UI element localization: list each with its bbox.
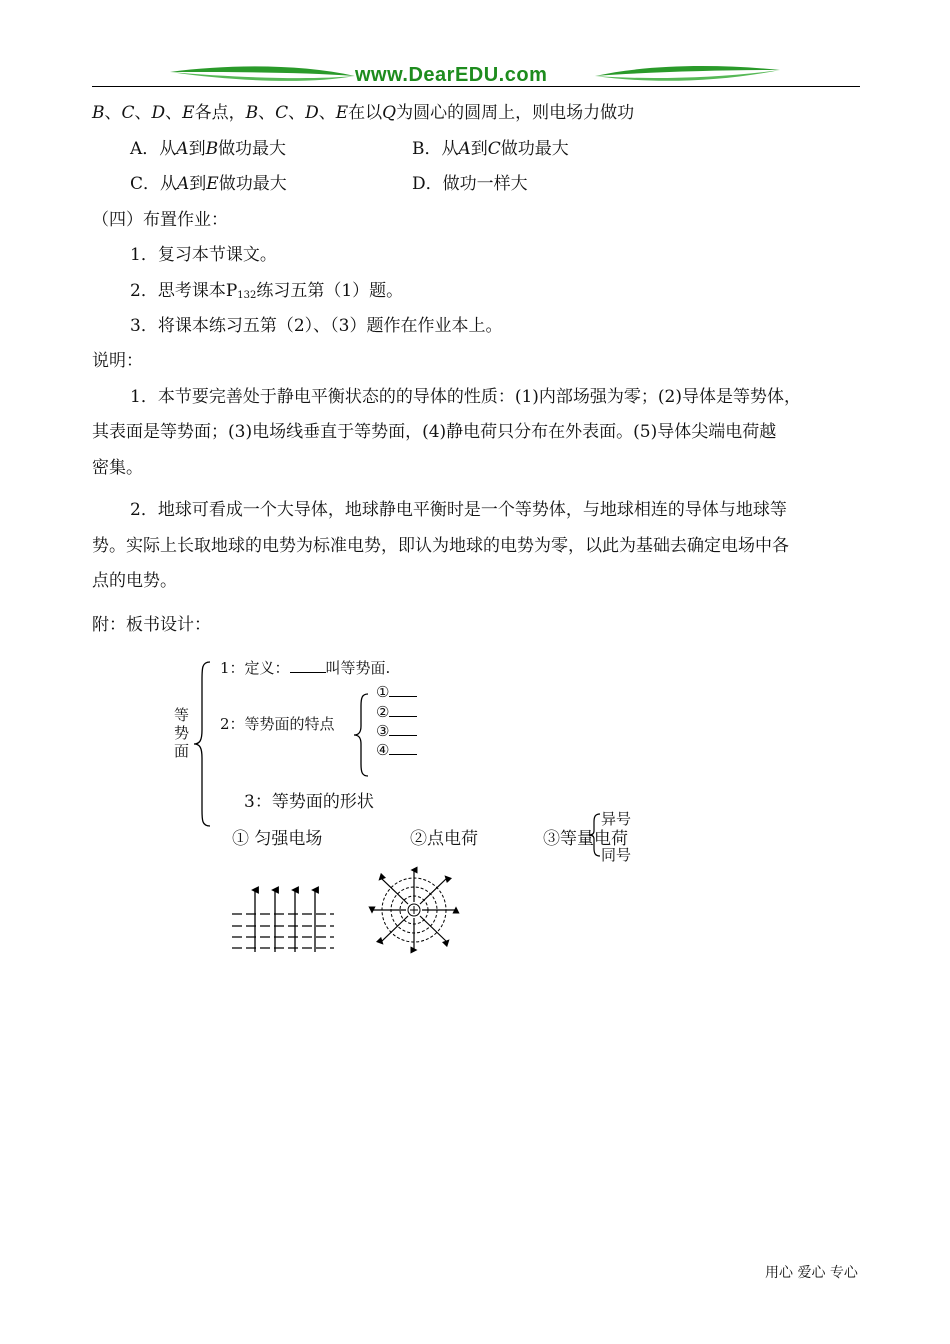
board-row-1: 1：定义： 叫等势面.: [220, 659, 391, 677]
question-intro: B、C、D、E各点，B、C、D、E在以Q为圆心的圆周上，则电场力做功: [92, 103, 635, 123]
homework-item-3: 3．将课本练习五第（2）、（3）题作在作业本上。: [130, 316, 503, 336]
homework-item-2: 2．思考课本P132练习五第（1）题。: [130, 281, 404, 301]
notes-p1-line2: 其表面是等势面；(3)电场线垂直于等势面，(4)静电荷只分布在外表面。(5)导体尖端电荷越: [92, 422, 777, 442]
homework-item-1: 1．复习本节课文。: [130, 245, 277, 265]
homework-title: （四）布置作业：: [92, 210, 228, 230]
inner-brace: [350, 692, 372, 778]
option-b: B．从A到C做功最大: [412, 139, 569, 159]
board-row-3: 3：等势面的形状: [244, 792, 374, 812]
feature-3: ③: [376, 722, 417, 740]
board-main-label: 等 势 面: [174, 706, 190, 760]
option-a: A．从A到B做功最大: [130, 139, 287, 159]
option-d: D．做功一样大: [412, 174, 528, 194]
shape-point-charge: ②点电荷: [410, 829, 478, 849]
notes-p2-line3: 点的电势。: [92, 571, 177, 591]
shape-equal-charges: ③等量电荷: [543, 829, 628, 849]
notes-p1-line1: 1．本节要完善处于静电平衡状态的的导体的性质：(1)内部场强为零；(2)导体是等势体，: [130, 387, 801, 407]
option-c: C．从A到E做功最大: [130, 174, 287, 194]
board-row-2: 2：等势面的特点: [220, 715, 335, 733]
notes-p1-line3: 密集。: [92, 458, 143, 478]
board-title: 附：板书设计：: [92, 615, 211, 635]
header-site-name: www.DearEDU.com: [355, 64, 548, 86]
charges-brace: [586, 812, 602, 858]
opposite-charges-label: 异号: [601, 810, 632, 828]
notes-p2-line1: 2．地球可看成一个大导体，地球静电平衡时是一个等势体，与地球相连的导体与地球等: [130, 500, 787, 520]
uniform-field-diagram: [228, 884, 338, 956]
like-charges-label: 同号: [601, 846, 632, 864]
outer-brace: [190, 660, 214, 828]
shape-uniform-field: ① 匀强电场: [232, 829, 323, 849]
feature-2: ②: [376, 703, 417, 721]
definition-blank: [290, 658, 326, 673]
notes-title: 说明：: [92, 351, 143, 371]
notes-p2-line2: 势。实际上长取地球的电势为标准电势，即认为地球的电势为零，以此为基础去确定电场中各: [92, 536, 789, 556]
point-charge-diagram: [368, 866, 460, 954]
feature-4: ④: [376, 741, 417, 759]
footer-slogan: 用心 爱心 专心: [765, 1265, 858, 1281]
header-rule: [92, 86, 860, 87]
feature-1: ①: [376, 683, 417, 701]
